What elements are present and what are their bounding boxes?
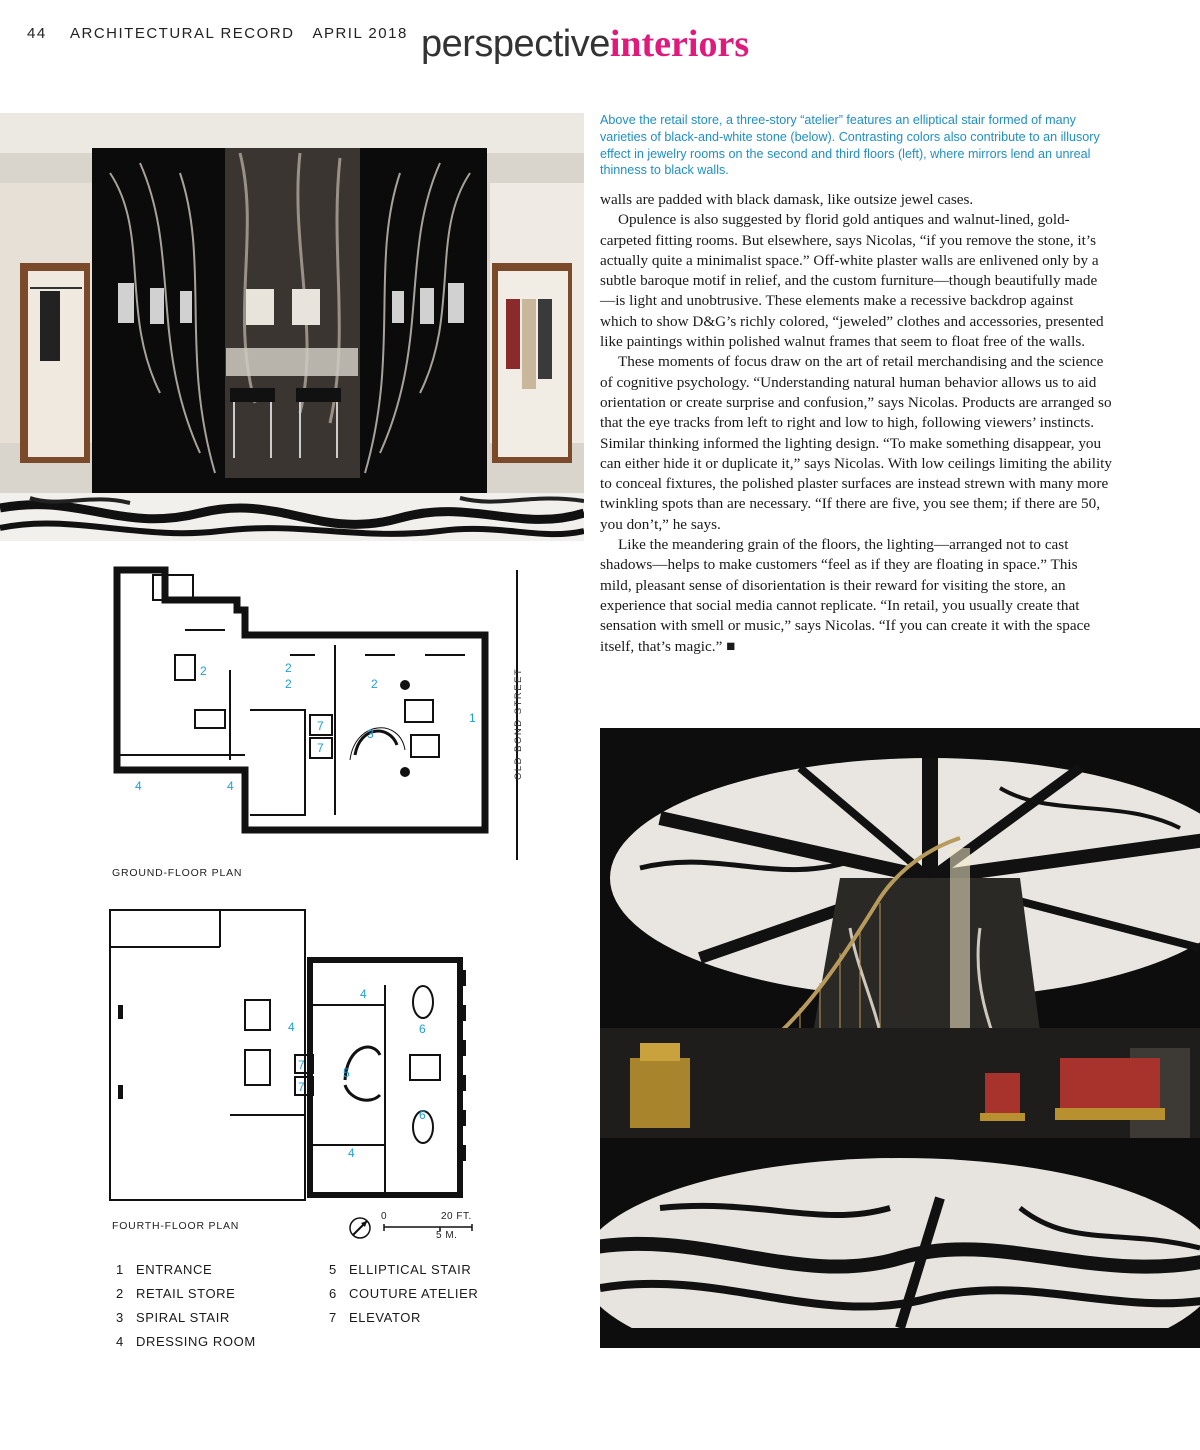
plan-number: 1 (469, 711, 476, 725)
magazine-name: ARCHITECTURAL RECORD (70, 25, 295, 42)
scale-bar (382, 1222, 474, 1238)
section-title-bold: interiors (609, 23, 750, 65)
magazine-issue (70, 25, 408, 42)
north-arrow-icon (347, 1215, 373, 1246)
scale-feet: 20 FT. (441, 1211, 472, 1222)
article-body (600, 190, 1112, 657)
body-paragraph: Opulence is also suggested by florid gold antiques and walnut-lined, gold-carpeted fitting rooms. But elsewhere, says Nicolas, “if you remove the stone, it’s actually quite a minimalist space.” Off-white plaster walls are enlivened only by a subtle baroque motif in relief, and the custom furniture—though beautifully made—is light and unobtrusive. These elements make a recessive backdrop against which to show D&G’s richly colored, “jeweled” clothes and accessories, presented like paintings within polished walnut frames that seem to float free of the walls. (600, 211, 1104, 351)
legend-item: 6 COUTURE ATELIER (329, 1286, 479, 1301)
scale-zero: 0 (381, 1211, 388, 1222)
plan-number: 6 (419, 1108, 426, 1122)
plan-number: 3 (367, 727, 374, 741)
issue-date: APRIL 2018 (312, 25, 408, 42)
plan-number: 2 (200, 664, 207, 678)
plan-number: 4 (227, 779, 234, 793)
legend-item: 3 SPIRAL STAIR (116, 1310, 230, 1325)
plan-number: 5 (343, 1066, 350, 1080)
fourth-floor-plan (105, 905, 485, 1210)
plan-number: 4 (135, 779, 142, 793)
body-paragraph: walls are padded with black damask, like outsize jewel cases. (600, 191, 974, 208)
plan-number: 4 (348, 1146, 355, 1160)
street-label: OLD BOND STREET (513, 667, 524, 780)
plan-number: 7 (298, 1080, 305, 1094)
plan-legend (116, 1262, 516, 1352)
plan-number: 7 (317, 719, 324, 733)
plan-number: 2 (285, 677, 292, 691)
plan-number: 4 (360, 987, 367, 1001)
plan-number: 6 (419, 1022, 426, 1036)
body-paragraph: These moments of focus draw on the art of retail merchandising and the science of cognitive psychology. “Understanding natural human behavior allows us to aid orientation or create surprise and confusion,” says Nicolas. Products are arranged so that the eye tracks from left to right and low to high, following viewers’ instincts. Similar thinking informed the lighting design. “To make something disappear, you can either hide it or duplicate it,” says Nicolas. With low ceilings limiting the ability to conceal fixtures, the polished plaster surfaces are instead strewn with many more twinkling spots than are necessary. “If there are five, you see them; if there are 50, you don’t,” he says. (600, 353, 1112, 533)
section-title (421, 20, 749, 68)
legend-item: 4 DRESSING ROOM (116, 1334, 256, 1349)
plan-number: 7 (298, 1058, 305, 1072)
plan-number: 2 (285, 661, 292, 675)
plan-number: 4 (288, 1020, 295, 1034)
legend-item: 1 ENTRANCE (116, 1262, 213, 1277)
legend-item: 7 ELEVATOR (329, 1310, 421, 1325)
jewelry-room-photo (0, 113, 584, 541)
legend-item: 2 RETAIL STORE (116, 1286, 236, 1301)
photo-caption: Above the retail store, a three-story “atelier” features an elliptical stair formed of many varieties of black-and-white stone (below). Contrasting colors also contribute to an illusory effect in jewelry rooms on the second and third floors (left), where mirrors lend an unreal thinness to black walls. (600, 113, 1100, 178)
ground-floor-plan-label: GROUND-FLOOR PLAN (112, 867, 243, 879)
page-number: 44 (27, 25, 47, 42)
plan-number: 7 (317, 741, 324, 755)
legend-item: 5 ELLIPTICAL STAIR (329, 1262, 472, 1277)
plan-number: 2 (371, 677, 378, 691)
scale-meters: 5 M. (436, 1230, 458, 1241)
elliptical-stair-photo (600, 728, 1200, 1348)
ground-floor-plan (105, 560, 545, 860)
body-paragraph: Like the meandering grain of the floors, the lighting—arranged not to cast shadows—helps to make customers “feel as if they are floating in space.” This mild, pleasant sense of disorientation is their reward for visiting the store, an experience that social media cannot replicate. “In retail, you usually create that sensation with smell or music,” says Nicolas. “If you can create it with the space itself, that’s magic.” ■ (600, 536, 1091, 655)
section-title-light: perspective (421, 23, 610, 65)
fourth-floor-plan-label: FOURTH-FLOOR PLAN (112, 1220, 240, 1232)
